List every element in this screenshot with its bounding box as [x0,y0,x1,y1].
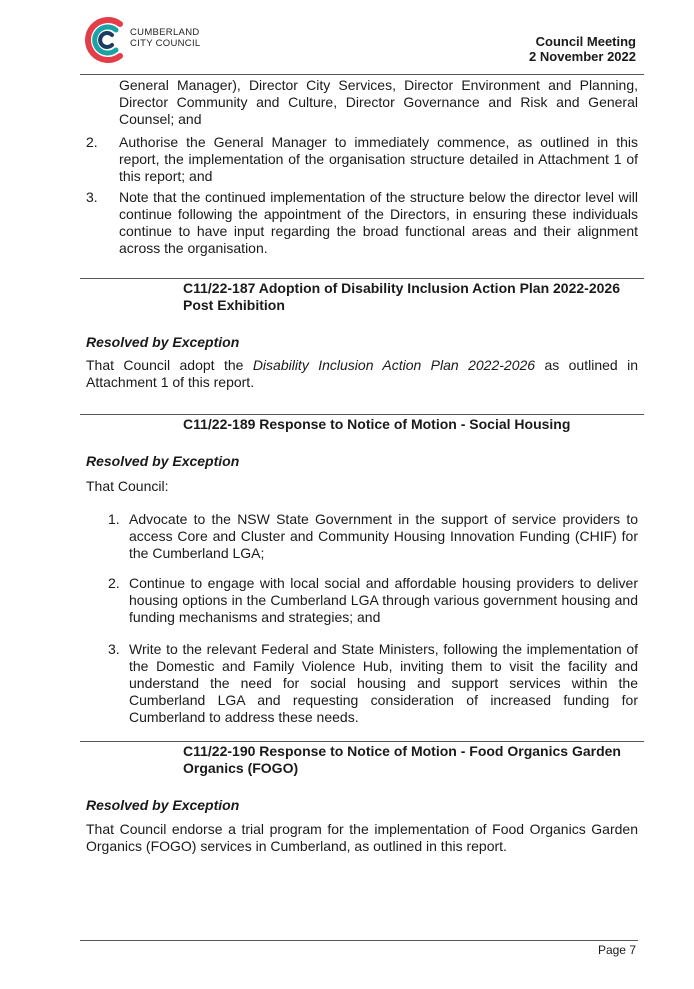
resolved-label: Resolved by Exception [86,797,240,813]
list-number: 2. [108,575,120,591]
item-title-190: C11/22-190 Response to Notice of Motion - Food Organics Garden Organics (FOGO) [183,743,621,776]
continued-text: General Manager), Director City Services, Director Environment and Planning, Director Community and Culture, Director Governance and Risk and General Counsel; and [119,77,638,127]
cumberland-logo-icon [80,14,128,66]
logo-line-2: CITY COUNCIL [130,38,201,49]
section-rule [80,414,644,415]
page-number: Page 7 [597,943,636,957]
list-item: Advocate to the NSW State Government in the support of service providers to access Core and Cluster and Community Housing Innovation Funding (CHIF) for the Cumberland LGA; [129,511,638,561]
list-number: 1. [108,511,120,527]
logo-line-1: CUMBERLAND [130,27,200,38]
list-number: 2. [86,134,98,150]
resolution-text: That Council adopt the [86,357,253,373]
meeting-date: 2 November 2022 [529,49,636,64]
plan-title: Disability Inclusion Action Plan 2022-2026 [252,357,536,373]
meeting-header [529,34,636,64]
resolved-label: Resolved by Exception [86,453,240,469]
item-title-187: C11/22-187 Adoption of Disability Inclusion Action Plan 2022-2026 Post Exhibition [183,280,620,313]
resolution-text-190: That Council endorse a trial program for the implementation of Food Organics Garden Organics (FOGO) services in Cumberland, as outlined in this report. [86,821,638,854]
council-logo [80,14,215,66]
footer-rule [80,940,638,941]
meeting-title: Council Meeting [535,34,636,49]
list-item: Write to the relevant Federal and State Ministers, following the implementation of the Domestic and Family Violence Hub, inviting them to visit the facility and understand the need for social housing and support services within the Cumberland LGA and requesting consideration of increased funding for Cumberland to address these needs. [129,641,638,725]
resolution-text-187 [86,357,638,391]
list-item: Note that the continued implementation of the structure below the director level will continue following the appointment of the Directors, in ensuring these individuals continue to have input regarding the broad functional areas and their alignment across the organisation. [119,189,638,256]
list-item: Continue to engage with local social and affordable housing providers to deliver housing options in the Cumberland LGA through various government housing and funding mechanisms and strategies; and [129,575,638,625]
list-number: 3. [108,641,120,657]
list-item: Authorise the General Manager to immediately commence, as outlined in this report, the implementation of the organisation structure detailed in Attachment 1 of this report; and [119,134,638,184]
resolution-text: as outlined in Attachment 1 of this report. [86,357,638,390]
logo-text [130,27,200,49]
resolution-lead: That Council: [86,478,169,494]
item-title-189: C11/22-189 Response to Notice of Motion - Social Housing [183,416,571,432]
resolved-label: Resolved by Exception [86,334,240,350]
section-rule [80,278,644,279]
list-number: 3. [86,189,98,205]
header-rule [80,74,644,75]
section-rule [80,741,644,742]
